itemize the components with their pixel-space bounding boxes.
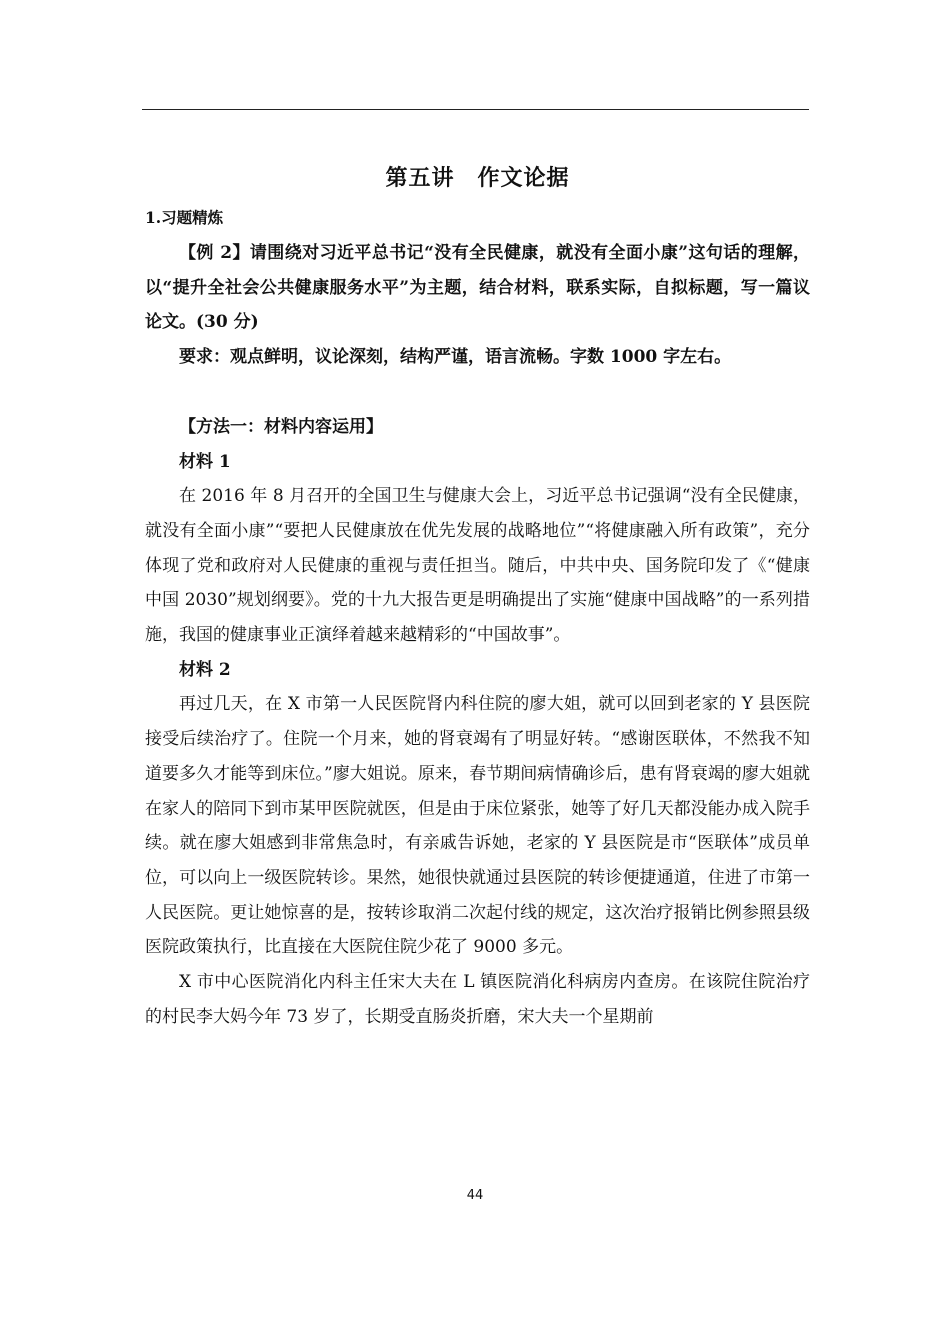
page-number: 44: [466, 1188, 484, 1203]
material-2-paragraph: 再过几天，在 X 市第一人民医院肾内科住院的廖大姐，就可以回到老家的 Y 县医院接受后续治疗了。住院一个月来，她的肾衰竭有了明显好转。“感谢医联体，不然我不知道要多久才能等到床位。”廖大姐说。原来，春节期间病情确诊后，患有肾衰竭的廖大姐就在家人的陪同下到市某甲医院就医，但是由于床位紧张，她等了好几天都没能办成入院手续。就在廖大姐感到非常焦急时，有亲戚告诉她，老家的 Y 县医院是市“医联体”成员单位，可以向上一级医院转诊。果然，她很快就通过县医院的转诊便捷通道，住进了市第一人民医院。更让她惊喜的是，按转诊取消二次起付线的规定，这次治疗报销比例参照县级医院政策执行，比直接在大医院住院少花了 9000 多元。: [145, 694, 810, 958]
example-prompt: 【例 2】请围绕对习近平总书记“没有全民健康，就没有全面小康”这句话的理解，以“提升全社会公共健康服务水平”为主题，结合材料，联系实际，自拟标题，写一篇议论文。(30 分): [145, 243, 810, 333]
document-body: [145, 160, 810, 1034]
section-heading: 1.习题精炼: [145, 208, 224, 227]
method-heading: 【方法一：材料内容运用】: [179, 416, 383, 437]
material-2-paragraph: X 市中心医院消化内科主任宋大夫在 L 镇医院消化科病房内查房。在该院住院治疗的村民李大妈今年 73 岁了，长期受直肠炎折磨，宋大夫一个星期前: [145, 972, 810, 1027]
blank-line: [145, 375, 810, 410]
requirements: 要求：观点鲜明，议论深刻，结构严谨，语言流畅。字数 1000 字左右。: [179, 347, 732, 368]
header-rule: [142, 109, 809, 110]
material-1-text: 在 2016 年 8 月召开的全国卫生与健康大会上，习近平总书记强调“没有全民健康，就没有全面小康”“要把人民健康放在优先发展的战略地位”“将健康融入所有政策”，充分体现了党和政府对人民健康的重视与责任担当。随后，中共中央、国务院印发了《“健康中国 2030”规划纲要》。党的十九大报告更是明确提出了实施“健康中国战略”的一系列措施，我国的健康事业正演绎着越来越精彩的“中国故事”。: [145, 486, 810, 646]
page-title: 第五讲 作文论据: [385, 165, 570, 191]
material-2-label: 材料 2: [179, 659, 231, 680]
material-1-label: 材料 1: [179, 451, 231, 472]
